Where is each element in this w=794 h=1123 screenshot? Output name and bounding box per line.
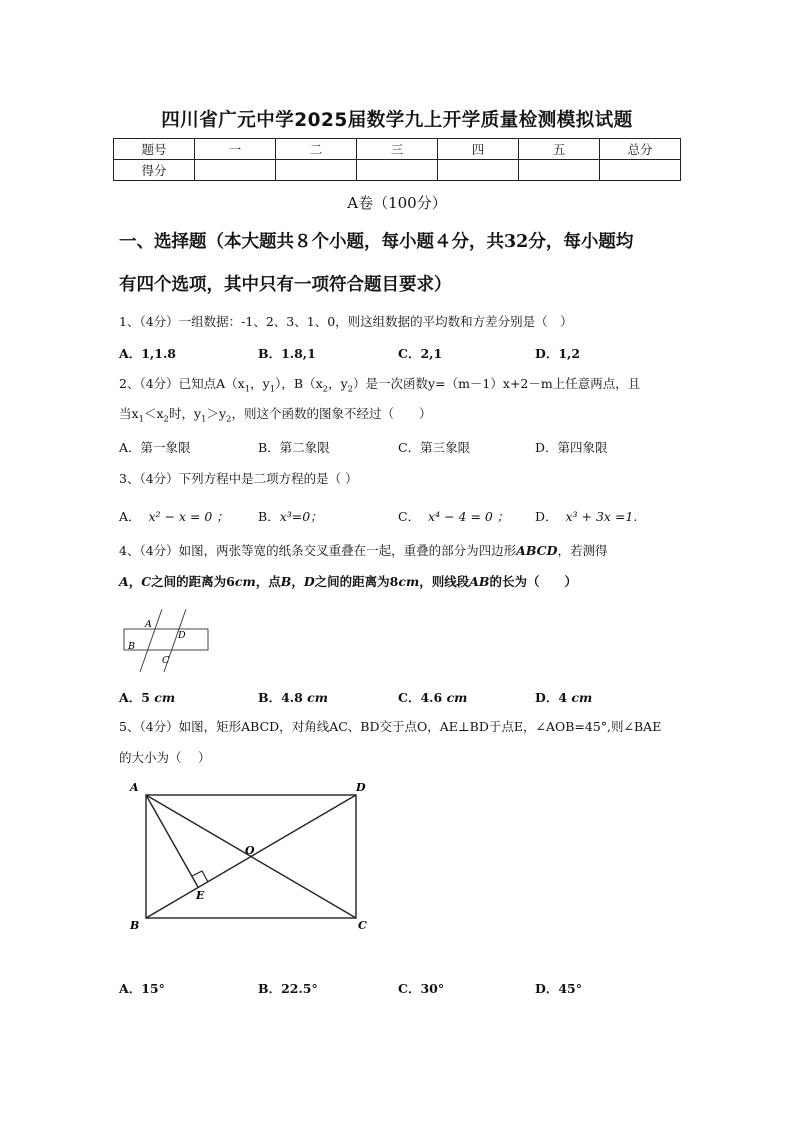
option-c[interactable]: C．30° bbox=[398, 981, 445, 996]
question-2-line2 bbox=[119, 405, 689, 429]
q4-math: AB bbox=[469, 574, 490, 589]
question-3 bbox=[119, 470, 689, 488]
score-input-cell[interactable] bbox=[519, 160, 600, 181]
option-b[interactable]: B．1.8,1 bbox=[258, 346, 316, 361]
subscript: 1 bbox=[138, 414, 144, 425]
q4-text: 之间的距离为6 bbox=[151, 574, 235, 589]
score-table-score-row bbox=[114, 160, 681, 181]
score-header-cell: 二 bbox=[276, 139, 357, 160]
option-c[interactable]: C．第三象限 bbox=[398, 440, 471, 455]
question-4-line1 bbox=[119, 542, 689, 560]
q2-text: 当x bbox=[119, 406, 139, 421]
option-expression: x³ + 3x =1. bbox=[565, 509, 638, 524]
figure-label: A bbox=[130, 781, 139, 794]
q4-text: 之间的距离为8 bbox=[314, 574, 399, 589]
question-prefix: 5、（4分） bbox=[119, 719, 179, 734]
score-header-cell: 五 bbox=[519, 139, 600, 160]
subscript: 2 bbox=[226, 414, 232, 425]
figure-label: B bbox=[130, 919, 140, 932]
question-prefix: 4、（4分） bbox=[119, 543, 179, 558]
figure-label: B bbox=[128, 641, 135, 652]
score-input-cell[interactable] bbox=[195, 160, 276, 181]
score-row-label: 得分 bbox=[114, 160, 195, 181]
q2-text: ）是一次函数y=（m－1）x+2－m上任意两点，且 bbox=[353, 376, 641, 391]
q2-text: ，y bbox=[328, 376, 348, 391]
question-text: 如图，矩形ABCD，对角线AC、BD交于点O，AE⊥BD于点E，∠AOB=45°,则∠BAE bbox=[178, 719, 662, 734]
score-header-cell: 一 bbox=[195, 139, 276, 160]
section-heading-line2: 有四个选项，其中只有一项符合题目要求） bbox=[119, 275, 452, 295]
question-5-line1 bbox=[119, 718, 689, 736]
option-label: B．4.8 bbox=[258, 690, 303, 705]
figure-label: O bbox=[245, 844, 255, 857]
option-d[interactable]: D．1,2 bbox=[535, 346, 581, 361]
option-b[interactable]: B．第二象限 bbox=[258, 440, 330, 455]
question-1-options bbox=[119, 344, 689, 362]
question-2-options bbox=[119, 438, 689, 456]
question-5-line2: 的大小为（ ） bbox=[119, 750, 211, 765]
figure-label: C bbox=[358, 919, 367, 932]
q4-math: ABCD bbox=[516, 543, 558, 558]
q2-text: ），B（x bbox=[275, 376, 323, 391]
option-a[interactable]: A．15° bbox=[119, 981, 165, 996]
score-header-cell: 三 bbox=[357, 139, 438, 160]
option-d[interactable]: D．45° bbox=[535, 981, 582, 996]
option-expression: x³=0； bbox=[279, 509, 323, 524]
q2-text: ，y bbox=[250, 376, 270, 391]
q4-math: cm bbox=[234, 574, 256, 589]
option-expression: x⁴ − 4 = 0 ； bbox=[428, 509, 510, 524]
subscript: 1 bbox=[244, 384, 251, 395]
option-d[interactable]: D．第四象限 bbox=[535, 440, 608, 455]
score-table bbox=[113, 138, 681, 181]
option-label: B． bbox=[258, 509, 280, 524]
section-a-title: A卷（100分） bbox=[347, 194, 447, 212]
q4-text: ， bbox=[291, 574, 304, 589]
q2-text: ，则这个函数的图象不经过（ ） bbox=[231, 406, 432, 421]
option-b[interactable]: B．22.5° bbox=[258, 981, 318, 996]
figure-label: E bbox=[196, 889, 205, 902]
section-heading-line1: 一、选择题（本大题共８个小题，每小题４分，共32分，每小题均 bbox=[119, 232, 634, 252]
q4-math: C bbox=[141, 574, 152, 589]
question-1 bbox=[119, 313, 689, 331]
question-prefix: 1、（4分） bbox=[119, 314, 179, 329]
score-header-cell: 题号 bbox=[114, 139, 195, 160]
score-input-cell[interactable] bbox=[600, 160, 681, 181]
subscript: 1 bbox=[201, 414, 207, 425]
question-prefix: 3、（4分） bbox=[119, 471, 179, 486]
score-input-cell[interactable] bbox=[276, 160, 357, 181]
option-a[interactable] bbox=[119, 507, 229, 525]
score-header-cell: 总分 bbox=[600, 139, 681, 160]
option-b[interactable] bbox=[258, 507, 323, 525]
option-unit: cm bbox=[154, 690, 176, 705]
q2-text: 时，y bbox=[168, 406, 202, 421]
option-a[interactable]: A．第一象限 bbox=[119, 440, 191, 455]
q4-text: 如图，两张等宽的纸条交叉重叠在一起，重叠的部分为四边形 bbox=[178, 543, 517, 558]
figure-label: D bbox=[178, 630, 186, 641]
option-label: C． bbox=[398, 509, 421, 524]
q4-text: ，若测得 bbox=[557, 543, 608, 558]
q4-math: D bbox=[303, 574, 315, 589]
option-a[interactable]: A．1,1.8 bbox=[119, 346, 176, 361]
option-label: D．4 bbox=[535, 690, 568, 705]
q4-math: cm bbox=[398, 574, 420, 589]
q5-figure-rectangle bbox=[124, 778, 374, 938]
option-d[interactable] bbox=[535, 507, 637, 525]
question-4-line2 bbox=[119, 573, 689, 591]
question-4-options bbox=[119, 688, 689, 706]
q4-text: ，则线段 bbox=[419, 574, 470, 589]
option-label: A． bbox=[119, 509, 141, 524]
q4-text: 的长为（ ） bbox=[489, 574, 578, 589]
q4-figure-crossed-strips bbox=[118, 606, 218, 676]
q2-text: ＞y bbox=[206, 406, 227, 421]
figure-label: A bbox=[145, 619, 152, 630]
option-c[interactable] bbox=[398, 507, 509, 525]
option-a[interactable] bbox=[119, 688, 175, 706]
q2-text: ＜x bbox=[143, 406, 164, 421]
q4-text: ，点 bbox=[255, 574, 281, 589]
option-label: A．5 bbox=[119, 690, 150, 705]
subscript: 2 bbox=[163, 414, 169, 425]
subscript: 2 bbox=[347, 384, 354, 395]
option-unit: cm bbox=[446, 690, 468, 705]
q4-math: A bbox=[119, 574, 129, 589]
q4-math: B bbox=[280, 574, 292, 589]
option-c[interactable] bbox=[398, 688, 467, 706]
question-2-line1 bbox=[119, 375, 689, 399]
q2-text: 已知点A（x bbox=[178, 376, 245, 391]
question-prefix: 2、（4分） bbox=[119, 376, 179, 391]
score-header-cell: 四 bbox=[438, 139, 519, 160]
option-expression: x² − x = 0 ； bbox=[148, 509, 229, 524]
option-b[interactable] bbox=[258, 688, 328, 706]
question-5-options bbox=[119, 979, 689, 997]
q4-text: ， bbox=[128, 574, 142, 589]
score-input-cell[interactable] bbox=[438, 160, 519, 181]
option-label: C．4.6 bbox=[398, 690, 443, 705]
option-c[interactable]: C．2,1 bbox=[398, 346, 443, 361]
option-label: D． bbox=[535, 509, 558, 524]
score-input-cell[interactable] bbox=[357, 160, 438, 181]
option-unit: cm bbox=[307, 690, 329, 705]
figure-label: D bbox=[356, 781, 366, 794]
paper-title: 四川省广元中学2025届数学九上开学质量检测模拟试题 bbox=[161, 110, 633, 131]
subscript: 2 bbox=[322, 384, 329, 395]
subscript: 1 bbox=[269, 384, 276, 395]
question-text: 下列方程中是二项方程的是（ ） bbox=[178, 471, 358, 486]
score-table-header-row bbox=[114, 139, 681, 160]
question-3-options bbox=[119, 507, 689, 525]
question-text: 一组数据：-1、2、3、1、0，则这组数据的平均数和方差分别是（ ） bbox=[178, 314, 573, 329]
option-unit: cm bbox=[571, 690, 593, 705]
figure-label: C bbox=[162, 655, 170, 666]
option-d[interactable] bbox=[535, 688, 592, 706]
